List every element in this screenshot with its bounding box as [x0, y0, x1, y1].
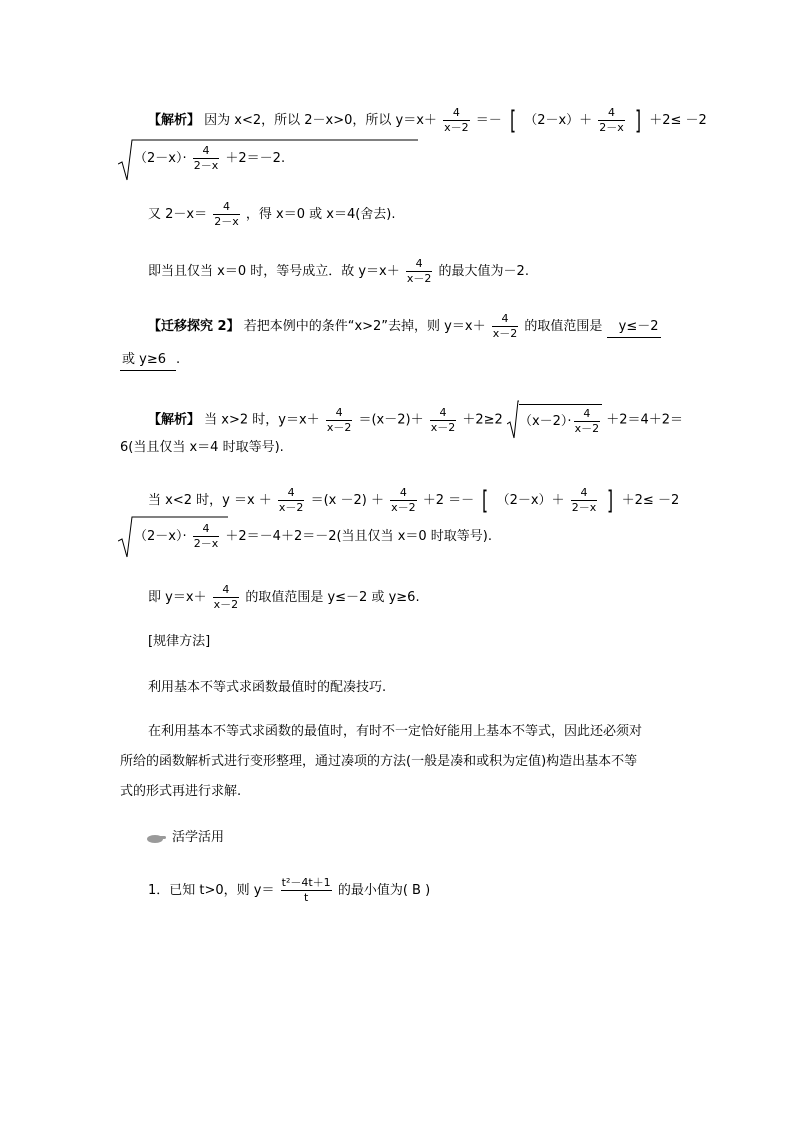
- solution-line-1: [148, 106, 707, 135]
- solution3-a: 当 x<2 时，y ＝x ＋: [148, 493, 272, 508]
- solution2-d: ＋2＝4＋2＝: [606, 412, 684, 428]
- fraction-ex2: $\frac{4}{x-2}$: [492, 312, 518, 340]
- solution-label: 【解析】: [148, 113, 201, 128]
- example2-text: 若把本例中的条件“x>2”去掉，则 y＝x＋: [243, 319, 486, 334]
- again-text-b: ，得 x＝0 或 x＝4(舍去).: [245, 207, 396, 222]
- paragraph-line-2: 所给的函数解析式进行变形整理，通过凑项的方法(一般是凑和或积为定值)构造出基本不等: [120, 754, 638, 769]
- iff-text-b: 的最大值为－2.: [438, 264, 529, 279]
- paragraph-line-3: 式的形式再进行求解.: [120, 784, 242, 799]
- fraction-s3a: $\frac{4}{x-2}$: [278, 486, 304, 514]
- fraction-concl: $\frac{4}{x-2}$: [213, 583, 239, 611]
- conclusion-b: 的取值范围是 y≤－2 或 y≥6.: [245, 590, 420, 605]
- fraction-s2b: $\frac{4}{x-2}$: [430, 405, 456, 434]
- root-inner-3: （2－x）·: [134, 529, 187, 544]
- example2-line-2: [120, 350, 180, 371]
- fraction-s3c: $\frac{4}{2-x}$: [571, 486, 597, 514]
- question-1-a: 1．已知 t>0，则 y＝: [148, 883, 275, 898]
- fraction-again: $\frac{4}{2-x}$: [214, 200, 239, 228]
- right-bracket: ]: [634, 105, 642, 136]
- fraction-iff: $\frac{4}{x-2}$: [406, 257, 432, 285]
- conclusion-a: 即 y＝x＋: [148, 590, 207, 605]
- fraction-s2a: $\frac{4}{x-2}$: [326, 405, 352, 434]
- pointing-hand-icon: [146, 832, 166, 844]
- paren-2mx: （2－x）＋: [524, 113, 593, 128]
- again-line: [148, 200, 396, 229]
- solution2-line-1: [148, 400, 683, 440]
- root-inner: （2－x）·: [134, 151, 187, 166]
- solution3-line-1: [148, 486, 679, 515]
- eq-neg: ＝－: [475, 113, 502, 128]
- solution2-a: 当 x>2 时，y＝x＋: [204, 412, 320, 428]
- solution3-d: ＋2≤ －2: [621, 493, 680, 508]
- fraction-4-over-xm2: $\frac{4}{x-2}$: [444, 106, 469, 134]
- rule-title: [规律方法]: [148, 634, 211, 649]
- sqrt-sign-2: [507, 400, 519, 440]
- solution2-line-2: [120, 438, 284, 458]
- practice-title: 活学活用: [172, 830, 225, 845]
- solution-text: 因为 x<2，所以 2－x>0，所以 y＝x＋: [204, 113, 437, 128]
- solution2-b: ＝(x－2)＋: [358, 412, 424, 428]
- root-inner-2: （x－2）·: [518, 414, 572, 429]
- example2-end: .: [176, 352, 181, 367]
- root-body-2: [519, 404, 602, 436]
- fraction-q1: $\frac{\text{t²－4t＋1}}{t}$: [281, 876, 331, 904]
- example2-line-1: [148, 312, 661, 341]
- solution3-paren: （2－x）＋: [496, 493, 565, 508]
- solution3-b: ＝(x －2) ＋: [310, 493, 384, 508]
- fraction-4-over-2mx-root: $\frac{4}{2-x}$: [193, 144, 219, 172]
- iff-line: [148, 257, 529, 286]
- solution3-tail: ＋2＝－4＋2＝－2(当且仅当 x＝0 时取等号).: [225, 529, 492, 544]
- fraction-4-over-2mx: $\frac{4}{2-x}$: [599, 106, 624, 134]
- example2-label: 【迁移探究 2】: [148, 319, 240, 334]
- solution2-label: 【解析】: [148, 412, 201, 428]
- solution2-line2-text: 6(当且仅当 x＝4 时取等号).: [120, 440, 284, 455]
- iff-text-a: 即当且仅当 x＝0 时，等号成立．故 y＝x＋: [148, 264, 400, 279]
- question-1: [148, 876, 430, 905]
- rule-line: 利用基本不等式求函数最值时的配凑技巧.: [148, 680, 387, 695]
- paragraph-line-1: 在利用基本不等式求函数的最值时，有时不一定恰好能用上基本不等式，因此还必须对: [148, 724, 643, 739]
- question-1-b: 的最小值为( B ): [337, 883, 431, 898]
- tail-text: ＋2≤ －2: [649, 113, 707, 128]
- root-tail: ＋2＝－2.: [225, 151, 286, 166]
- again-text-a: 又 2－x＝: [148, 207, 208, 222]
- left-bracket-3: [: [482, 485, 489, 516]
- fraction-s3d: $\frac{4}{2-x}$: [193, 522, 219, 550]
- right-bracket-3: ]: [607, 485, 614, 516]
- solution3-c: ＋2 ＝－: [422, 493, 475, 508]
- left-bracket: [: [509, 105, 517, 136]
- solution-line-2: [134, 144, 285, 173]
- answer-blank-1: y≤－2: [607, 317, 661, 338]
- fraction-s3b: $\frac{4}{x-2}$: [391, 486, 416, 514]
- solution3-line-2: [134, 522, 492, 551]
- solution2-c: ＋2≥2: [462, 412, 503, 428]
- conclusion-line: [148, 583, 420, 612]
- example2-text-b: 的取值范围是: [524, 319, 603, 334]
- answer-blank-2: 或 y≥6: [120, 350, 176, 371]
- fraction-s2c: $\frac{4}{x-2}$: [574, 407, 600, 435]
